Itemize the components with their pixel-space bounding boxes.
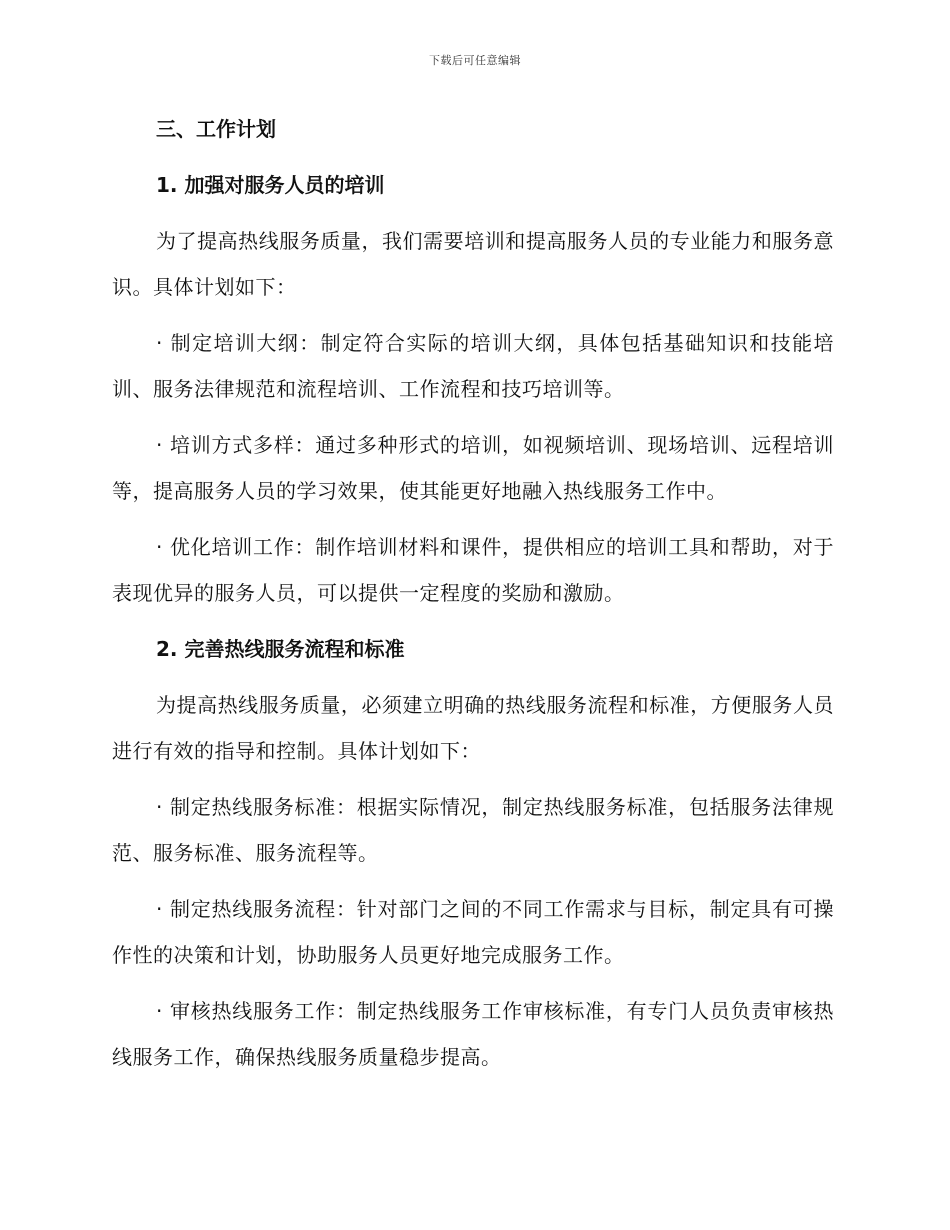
page-header-note: 下载后可任意编辑 (429, 54, 521, 67)
subsection-1-title: 1. 加强对服务人员的培训 (156, 173, 385, 197)
subsection-1-bullet-1: · 制定培训大纲：制定符合实际的培训大纲，具体包括基础知识和技能培训、服务法律规范和流程培训、工作流程和技巧培训等。 (112, 331, 834, 401)
subsection-1-bullet-2: · 培训方式多样：通过多种形式的培训，如视频培训、现场培训、远程培训等，提高服务人员的学习效果，使其能更好地融入热线服务工作中。 (112, 433, 834, 503)
subsection-2-bullet-2: · 制定热线服务流程：针对部门之间的不同工作需求与目标，制定具有可操作性的决策和计划，协助服务人员更好地完成服务工作。 (112, 897, 834, 967)
section-title: 三、工作计划 (156, 117, 276, 141)
subsection-2-title: 2. 完善热线服务流程和标准 (156, 637, 405, 661)
document-body (112, 106, 834, 1090)
subsection-2-bullet-1: · 制定热线服务标准：根据实际情况，制定热线服务标准，包括服务法律规范、服务标准、服务流程等。 (112, 795, 834, 865)
subsection-2-bullet-3: · 审核热线服务工作：制定热线服务工作审核标准，有专门人员负责审核热线服务工作，确保热线服务质量稳步提高。 (112, 999, 834, 1069)
subsection-1-bullet-3: · 优化培训工作：制作培训材料和课件，提供相应的培训工具和帮助，对于表现优异的服务人员，可以提供一定程度的奖励和激励。 (112, 535, 834, 605)
subsection-2-intro: 为提高热线服务质量，必须建立明确的热线服务流程和标准，方便服务人员进行有效的指导和控制。具体计划如下： (112, 693, 834, 763)
subsection-1-intro: 为了提高热线服务质量，我们需要培训和提高服务人员的专业能力和服务意识。具体计划如下： (112, 229, 834, 299)
